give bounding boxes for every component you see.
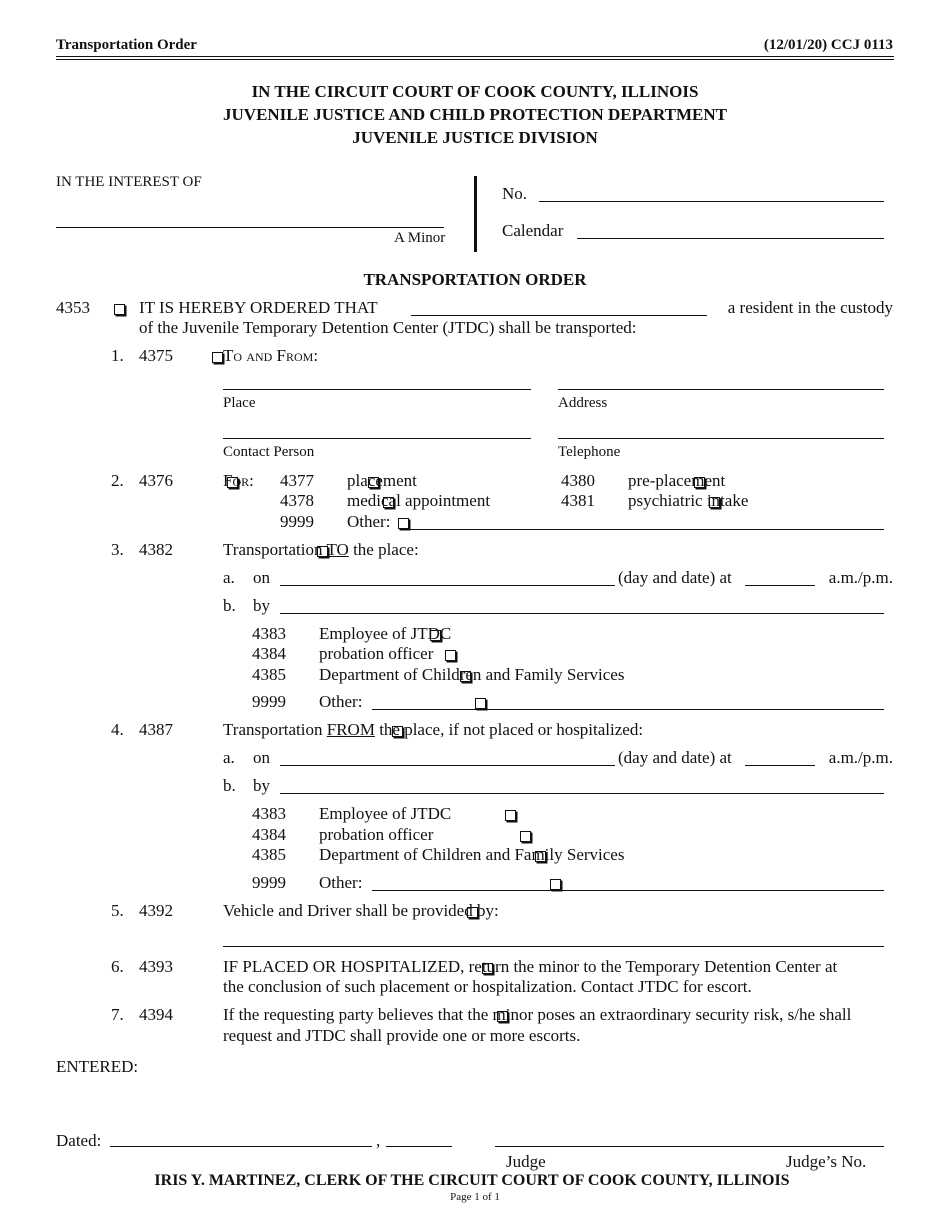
option-label: Employee of JTDC bbox=[319, 624, 452, 643]
item3-ampm-label: a.m./p.m. bbox=[828, 568, 893, 587]
address-field[interactable] bbox=[558, 389, 884, 390]
place-field[interactable] bbox=[223, 389, 531, 390]
option-label: probation officer bbox=[319, 644, 434, 663]
option-code: 4377 bbox=[280, 471, 314, 490]
item4-a-label: a. bbox=[223, 748, 235, 767]
dated-comma: , bbox=[376, 1131, 381, 1150]
contact-label: Contact Person bbox=[223, 444, 315, 460]
item7-line1: If the requesting party believes that the minor poses an extraordinary security risk, s/he shall bbox=[223, 1005, 852, 1024]
item3-b-label: b. bbox=[223, 596, 236, 615]
item4-by-label: by bbox=[253, 776, 270, 795]
item6-line1: IF PLACED OR HOSPITALIZED, return the minor to the Temporary Detention Center at bbox=[223, 957, 838, 976]
interest-of-label: IN THE INTEREST OF bbox=[56, 174, 202, 190]
item7-num: 7. bbox=[111, 1005, 124, 1024]
contact-field[interactable] bbox=[223, 438, 531, 439]
header-rule bbox=[56, 56, 894, 60]
main-code: 4353 bbox=[56, 298, 90, 317]
item3-day-date-label: (day and date) at bbox=[618, 568, 732, 587]
form-title: Transportation Order bbox=[56, 37, 197, 53]
item3-label: Transportation TO the place: bbox=[223, 540, 419, 559]
option-label: probation officer bbox=[319, 825, 434, 844]
option-label: Employee of JTDC bbox=[319, 804, 452, 823]
option-label: Other: bbox=[319, 873, 363, 892]
item2-code: 4376 bbox=[139, 471, 173, 490]
judge-label: Judge bbox=[506, 1152, 546, 1171]
option-label: Other: bbox=[347, 512, 391, 531]
judge-no-label: Judge’s No. bbox=[786, 1152, 867, 1171]
item5-num: 5. bbox=[111, 901, 124, 920]
item1-num: 1. bbox=[111, 346, 124, 365]
item6-code: 4393 bbox=[139, 957, 173, 976]
item7-code: 4394 bbox=[139, 1005, 173, 1024]
option-code: 4385 bbox=[252, 665, 286, 684]
court-line-3: JUVENILE JUSTICE DIVISION bbox=[352, 128, 598, 147]
main-checkbox[interactable] bbox=[114, 304, 125, 315]
option-checkbox[interactable] bbox=[520, 831, 531, 842]
item4-label: Transportation FROM the place, if not placed or hospitalized: bbox=[223, 720, 644, 739]
form-code: (12/01/20) CCJ 0113 bbox=[763, 37, 893, 53]
item3-a-label: a. bbox=[223, 568, 235, 587]
case-no-field[interactable] bbox=[539, 201, 884, 202]
court-line-2: JUVENILE JUSTICE AND CHILD PROTECTION DEPARTMENT bbox=[223, 105, 727, 124]
place-label: Place bbox=[223, 395, 256, 411]
item6-line2: the conclusion of such placement or hospitalization. Contact JTDC for escort. bbox=[223, 977, 752, 996]
calendar-field[interactable] bbox=[577, 238, 884, 239]
caption-divider bbox=[474, 176, 477, 252]
a-minor-label: A Minor bbox=[394, 230, 446, 246]
option-checkbox[interactable] bbox=[398, 518, 409, 529]
option-code: 4383 bbox=[252, 804, 286, 823]
item3-by-field[interactable] bbox=[280, 613, 884, 614]
item3-num: 3. bbox=[111, 540, 124, 559]
item4-day-date-label: (day and date) at bbox=[618, 748, 732, 767]
item3-other-field[interactable] bbox=[372, 709, 884, 710]
item4-day-field[interactable] bbox=[280, 765, 615, 766]
item5-code: 4392 bbox=[139, 901, 173, 920]
minor-name-field[interactable] bbox=[56, 227, 444, 228]
option-label: medical appointment bbox=[347, 491, 491, 510]
option-checkbox[interactable] bbox=[505, 810, 516, 821]
item4-on-label: on bbox=[253, 748, 270, 767]
dated-label: Dated: bbox=[56, 1131, 102, 1150]
option-code: 4385 bbox=[252, 845, 286, 864]
resident-name-field[interactable] bbox=[411, 315, 707, 316]
option-label: Department of Children and Family Services bbox=[319, 665, 625, 684]
item4-num: 4. bbox=[111, 720, 124, 739]
option-checkbox[interactable] bbox=[550, 879, 561, 890]
telephone-label: Telephone bbox=[558, 444, 621, 460]
option-label: psychiatric intake bbox=[628, 491, 749, 510]
option-checkbox[interactable] bbox=[475, 698, 486, 709]
year-field[interactable] bbox=[386, 1146, 452, 1147]
item2-other-field[interactable] bbox=[400, 529, 884, 530]
option-code: 9999 bbox=[252, 692, 286, 711]
item1-code: 4375 bbox=[139, 346, 173, 365]
option-code: 4378 bbox=[280, 491, 314, 510]
item3-time-field[interactable] bbox=[745, 585, 815, 586]
item1-checkbox[interactable] bbox=[212, 352, 223, 363]
item4-other-field[interactable] bbox=[372, 890, 884, 891]
option-code: 4384 bbox=[252, 644, 286, 663]
item6-num: 6. bbox=[111, 957, 124, 976]
item2-label: For: bbox=[223, 471, 254, 490]
item4-ampm-label: a.m./p.m. bbox=[828, 748, 893, 767]
item5-provider-field[interactable] bbox=[223, 946, 884, 947]
clerk-line: IRIS Y. MARTINEZ, CLERK OF THE CIRCUIT COURT OF COOK COUNTY, ILLINOIS bbox=[154, 1172, 790, 1189]
calendar-label: Calendar bbox=[502, 221, 564, 240]
item4-by-field[interactable] bbox=[280, 793, 884, 794]
item5-label: Vehicle and Driver shall be provided by: bbox=[223, 901, 499, 920]
option-code: 4384 bbox=[252, 825, 286, 844]
main-text-before: IT IS HEREBY ORDERED THAT bbox=[139, 298, 378, 317]
order-title: TRANSPORTATION ORDER bbox=[363, 270, 587, 289]
option-code: 9999 bbox=[252, 873, 286, 892]
option-label: placement bbox=[347, 471, 417, 490]
item4-time-field[interactable] bbox=[745, 765, 815, 766]
item2-num: 2. bbox=[111, 471, 124, 490]
item1-label: To and From: bbox=[223, 346, 319, 365]
option-label: pre-placement bbox=[628, 471, 726, 490]
option-code: 4383 bbox=[252, 624, 286, 643]
main-text-after: a resident in the custody bbox=[727, 298, 893, 317]
main-text-line2: of the Juvenile Temporary Detention Center (JTDC) shall be transported: bbox=[139, 318, 637, 337]
option-checkbox[interactable] bbox=[445, 650, 456, 661]
item3-day-field[interactable] bbox=[280, 585, 615, 586]
judge-signature-field[interactable] bbox=[495, 1146, 884, 1147]
address-label: Address bbox=[558, 395, 608, 411]
court-line-1: IN THE CIRCUIT COURT OF COOK COUNTY, ILLINOIS bbox=[251, 82, 699, 101]
dated-field[interactable] bbox=[110, 1146, 372, 1147]
option-label: Other: bbox=[319, 692, 363, 711]
item7-line2: request and JTDC shall provide one or more escorts. bbox=[223, 1026, 581, 1045]
item4-b-label: b. bbox=[223, 776, 236, 795]
item3-on-label: on bbox=[253, 568, 270, 587]
option-code: 4380 bbox=[561, 471, 595, 490]
item4-code: 4387 bbox=[139, 720, 173, 739]
item3-code: 4382 bbox=[139, 540, 173, 559]
telephone-field[interactable] bbox=[558, 438, 884, 439]
case-no-label: No. bbox=[502, 184, 528, 203]
page-number: Page 1 of 1 bbox=[450, 1191, 500, 1203]
option-code: 4381 bbox=[561, 491, 595, 510]
option-label: Department of Children and Family Services bbox=[319, 845, 625, 864]
entered-label: ENTERED: bbox=[56, 1057, 139, 1076]
item3-by-label: by bbox=[253, 596, 270, 615]
option-code: 9999 bbox=[280, 512, 314, 531]
